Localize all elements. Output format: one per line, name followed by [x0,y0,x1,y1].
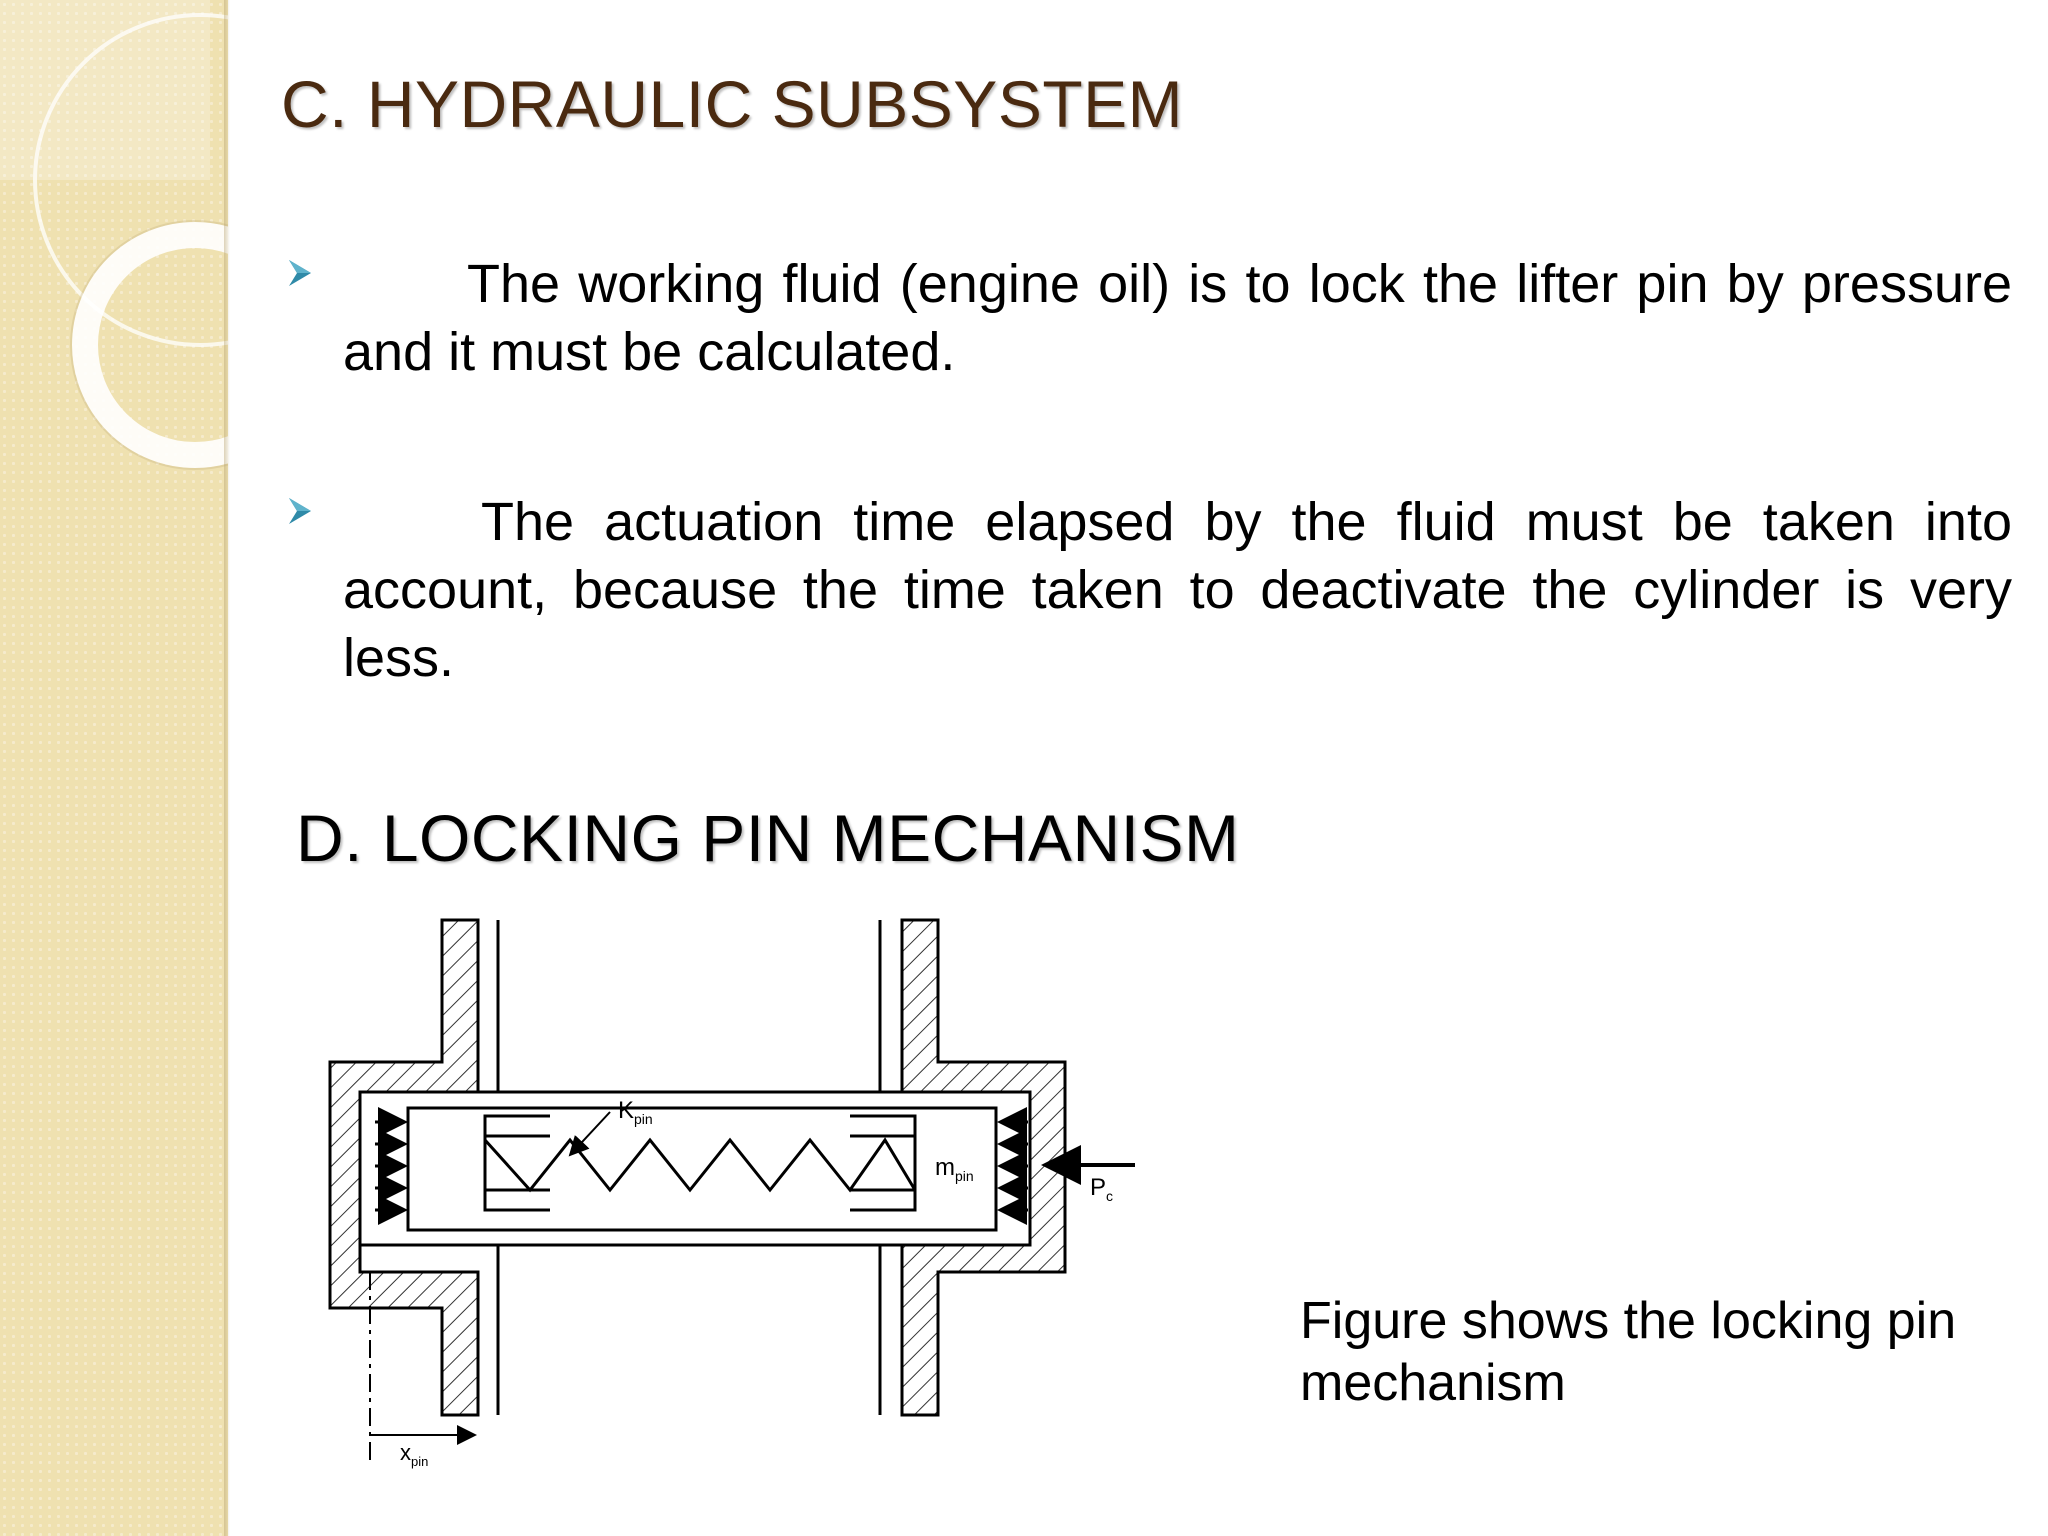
sidebar-edge [224,0,230,1536]
arrow-bullet-icon [287,494,315,528]
p-c-label: P [1090,1174,1107,1201]
bullet-item [287,488,2012,692]
section-c-title: C. HYDRAULIC SUBSYSTEM [281,67,1184,141]
svg-text:Pc [1090,1174,1113,1204]
decorative-sidebar [0,0,228,1536]
p-c-subscript: c [1106,1188,1114,1204]
x-pin-label: x [400,1440,411,1465]
arrow-bullet-icon [287,256,315,290]
sidebar-rings [0,0,228,1536]
k-pin-subscript: pin [634,1111,653,1127]
bullet-item [287,250,2012,386]
svg-text:Kpin [618,1097,653,1127]
m-pin-subscript: pin [955,1168,974,1184]
pressure-arrows-left [375,1122,405,1210]
locking-pin-diagram [300,900,1180,1470]
bullet-text: The actuation time elapsed by the fluid must be taken into account, because the time taken to deactivate the cylinder is very less. [343,492,2012,688]
x-pin-subscript: pin [411,1454,429,1469]
m-pin-label: m [935,1154,955,1181]
locking-pin [408,1108,996,1230]
svg-text:xpin [400,1440,428,1469]
figure-caption: Figure shows the locking pin mechanism [1300,1292,1957,1412]
bullet-text: The working fluid (engine oil) is to lock the lifter pin by pressure and it must be calculated. [343,254,2012,382]
section-d-title: D. LOCKING PIN MECHANISM [296,801,1240,875]
pressure-arrows-right [1000,1122,1028,1210]
k-pin-label: K [618,1097,635,1124]
